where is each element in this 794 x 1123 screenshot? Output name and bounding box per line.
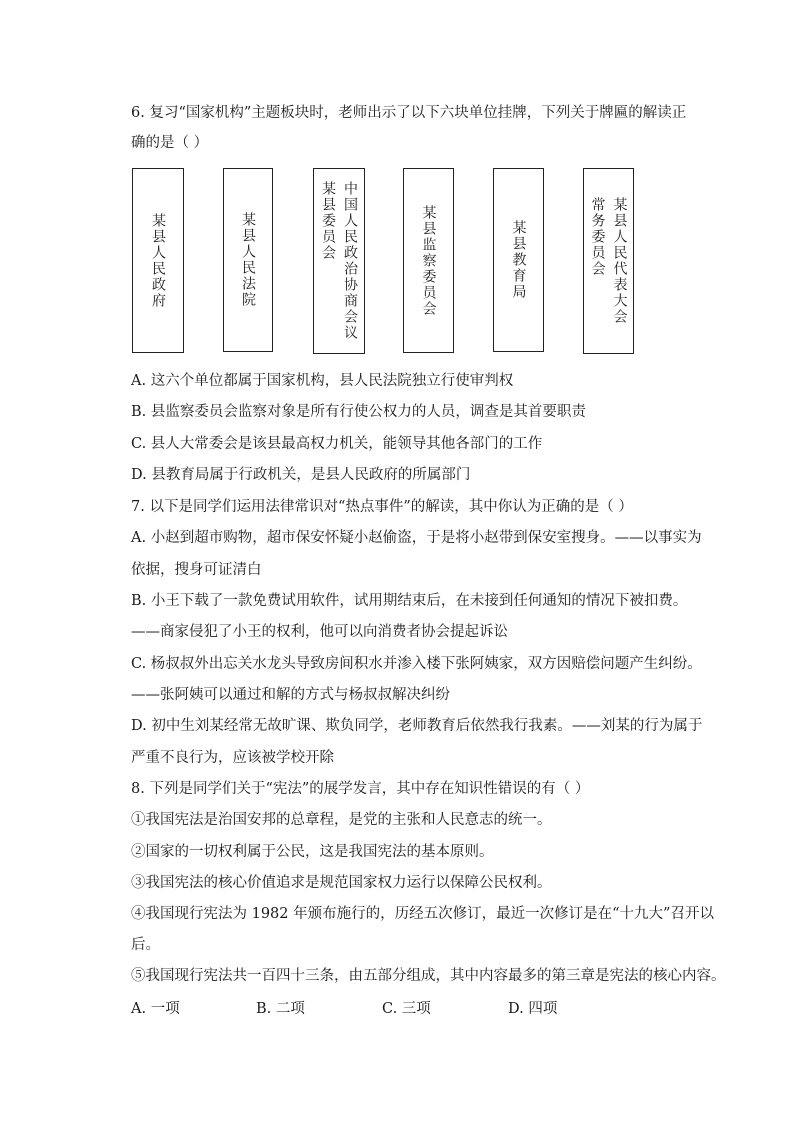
q8-statement-4-line-2: 后。 (131, 937, 160, 953)
q6-option-c: C. 县人大常委会是该县最高权力机关，能领导其他各部门的工作 (131, 436, 543, 452)
q7-option-a-line-1: A. 小赵到超市购物，超市保安怀疑小赵偷盗，于是将小赵带到保安室搜身。——以事实为 (131, 530, 702, 546)
q7-option-c-line-2: ——张阿姨可以通过和解的方式与杨叔叔解决纠纷 (131, 687, 450, 703)
plaque-npc-standing-committee (583, 168, 634, 354)
plaque-row (131, 168, 651, 358)
q7-option-b-line-2: ——商家侵犯了小王的权利，他可以向消费者协会提起诉讼 (131, 624, 508, 640)
plaque-county-government (132, 168, 184, 353)
q6-stem-line-2: 确的是（ ） (131, 135, 209, 151)
q8-statement-4-line-1: ④我国现行宪法为 1982 年颁布施行的，历经五次修订，最近一次修订是在“十九大”召开以 (131, 906, 714, 922)
plaque-text: 某县教育局 (510, 220, 527, 300)
q8-statement-1: ①我国宪法是治国安邦的总章程，是党的主张和人民意志的统一。 (131, 812, 552, 828)
plaque-text: 某县监察委员会 (420, 204, 437, 317)
q8-statement-2: ②国家的一切权利属于公民，这是我国宪法的基本原则。 (131, 844, 494, 860)
q7-option-d-line-1: D. 初中生刘某经常无故旷课、欺负同学，老师教育后依然我行我素。——刘某的行为属于 (131, 718, 703, 734)
plaque-text: 中国人民政治协商会议 (342, 181, 358, 341)
plaque-text: 某县人民法院 (240, 212, 256, 308)
q8-option-b: B. 二项 (256, 1001, 305, 1017)
plaque-cppcc-committee (313, 168, 365, 354)
q8-options (131, 997, 651, 1017)
q8-stem: 8. 下列是同学们关于“宪法”的展学发言，其中存在知识性错误的有（ ） (131, 781, 590, 797)
plaque-education-bureau (493, 168, 544, 352)
q8-option-a: A. 一项 (131, 1001, 180, 1017)
q7-stem: 7. 以下是同学们运用法律常识对“热点事件”的解读，其中你认为正确的是（ ） (131, 499, 633, 515)
q7-option-b-line-1: B. 小王下载了一款免费试用软件，试用期结束后，在未接到任何通知的情况下被扣费。 (131, 593, 688, 609)
plaque-supervisory-commission (403, 168, 454, 353)
q6-option-b: B. 县监察委员会监察对象是所有行使公权力的人员，调查是其首要职责 (131, 404, 586, 420)
q6-stem-line-1: 6. 复习“国家机构”主题板块时，老师出示了以下六块单位挂牌，下列关于牌匾的解读正 (131, 105, 687, 121)
q8-option-d: D. 四项 (508, 1001, 558, 1017)
q6-option-a: A. 这六个单位都属于国家机构，县人民法院独立行使审判权 (131, 373, 514, 389)
plaque-text: 某县委员会 (320, 181, 336, 261)
q8-statement-5: ⑤我国现行宪法共一百四十三条，由五部分组成，其中内容最多的第三章是宪法的核心内容。 (131, 968, 726, 984)
plaque-county-court (223, 168, 273, 352)
q7-option-c-line-1: C. 杨叔叔外出忘关水龙头导致房间积水并渗入楼下张阿姨家，双方因赔偿问题产生纠纷。 (131, 656, 702, 672)
q6-option-d: D. 县教育局属于行政机关，是县人民政府的所属部门 (131, 467, 471, 483)
q7-option-d-line-2: 严重不良行为，应该被学校开除 (131, 750, 334, 766)
q8-statement-3: ③我国宪法的核心价值追求是规范国家权力运行以保障公民权利。 (131, 875, 552, 891)
q8-option-c: C. 三项 (382, 1001, 431, 1017)
q7-option-a-line-2: 依据，搜身可证清白 (131, 562, 262, 578)
plaque-text: 某县人民政府 (150, 212, 166, 309)
plaque-text: 常务委员会 (589, 197, 606, 277)
plaque-text: 某县人民代表大会 (611, 197, 628, 325)
